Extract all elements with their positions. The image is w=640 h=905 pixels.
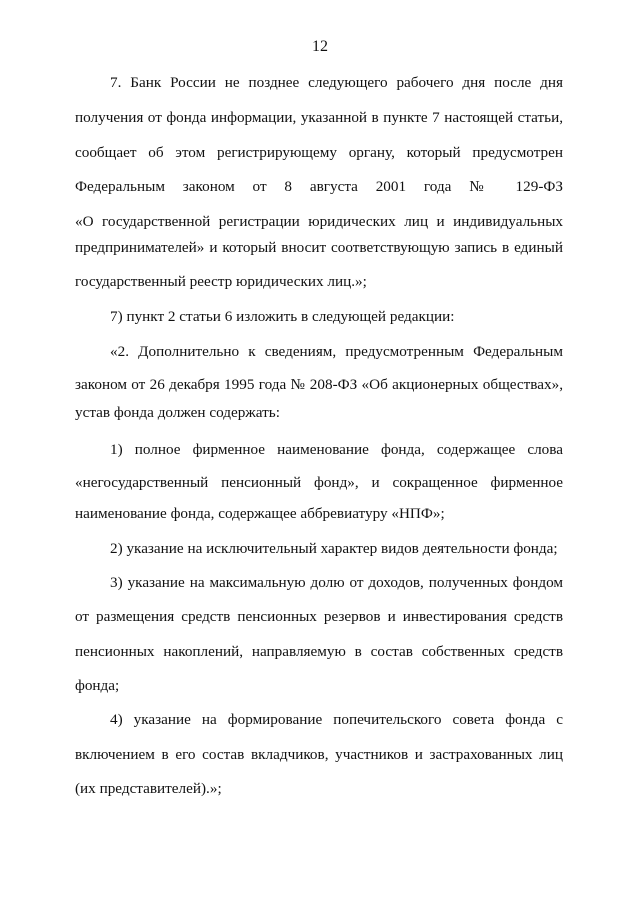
text-line: фонда; xyxy=(75,677,120,694)
text-line: законом от 26 декабря 1995 года № 208-ФЗ «Об акционерных обществах», xyxy=(75,376,563,393)
text-line: «негосударственный пенсионный фонд», и сокращенное фирменное xyxy=(75,474,563,491)
text-line: Федеральным законом от 8 августа 2001 года № 129-ФЗ xyxy=(75,178,563,195)
page-number: 12 xyxy=(312,38,328,55)
text-line: устав фонда должен содержать: xyxy=(75,404,280,421)
text-line: «2. Дополнительно к сведениям, предусмотренным Федеральным xyxy=(110,343,563,360)
text-line: наименование фонда, содержащее аббревиатуру «НПФ»; xyxy=(75,505,445,522)
text-line: «О государственной регистрации юридических лиц и индивидуальных xyxy=(75,213,563,230)
text-line: получения от фонда информации, указанной в пункте 7 настоящей статьи, xyxy=(75,109,563,126)
text-line: (их представителей).»; xyxy=(75,780,222,797)
text-line: 4) указание на формирование попечительского совета фонда с xyxy=(110,711,563,728)
text-line: 7) пункт 2 статьи 6 изложить в следующей редакции: xyxy=(110,308,455,325)
text-line: пенсионных накоплений, направляемую в состав собственных средств xyxy=(75,643,563,660)
text-line: предпринимателей» и который вносит соответствующую запись в единый xyxy=(75,239,563,256)
text-line: сообщает об этом регистрирующему органу, который предусмотрен xyxy=(75,144,563,161)
text-line: 1) полное фирменное наименование фонда, содержащее слова xyxy=(110,441,563,458)
text-line: государственный реестр юридических лиц.»; xyxy=(75,273,367,290)
text-line: 7. Банк России не позднее следующего рабочего дня после дня xyxy=(110,74,563,91)
text-line: 3) указание на максимальную долю от доходов, полученных фондом xyxy=(110,574,563,591)
text-line: от размещения средств пенсионных резервов и инвестирования средств xyxy=(75,608,563,625)
text-line: включением в его состав вкладчиков, участников и застрахованных лиц xyxy=(75,746,563,763)
text-line: 2) указание на исключительный характер видов деятельности фонда; xyxy=(110,540,558,557)
